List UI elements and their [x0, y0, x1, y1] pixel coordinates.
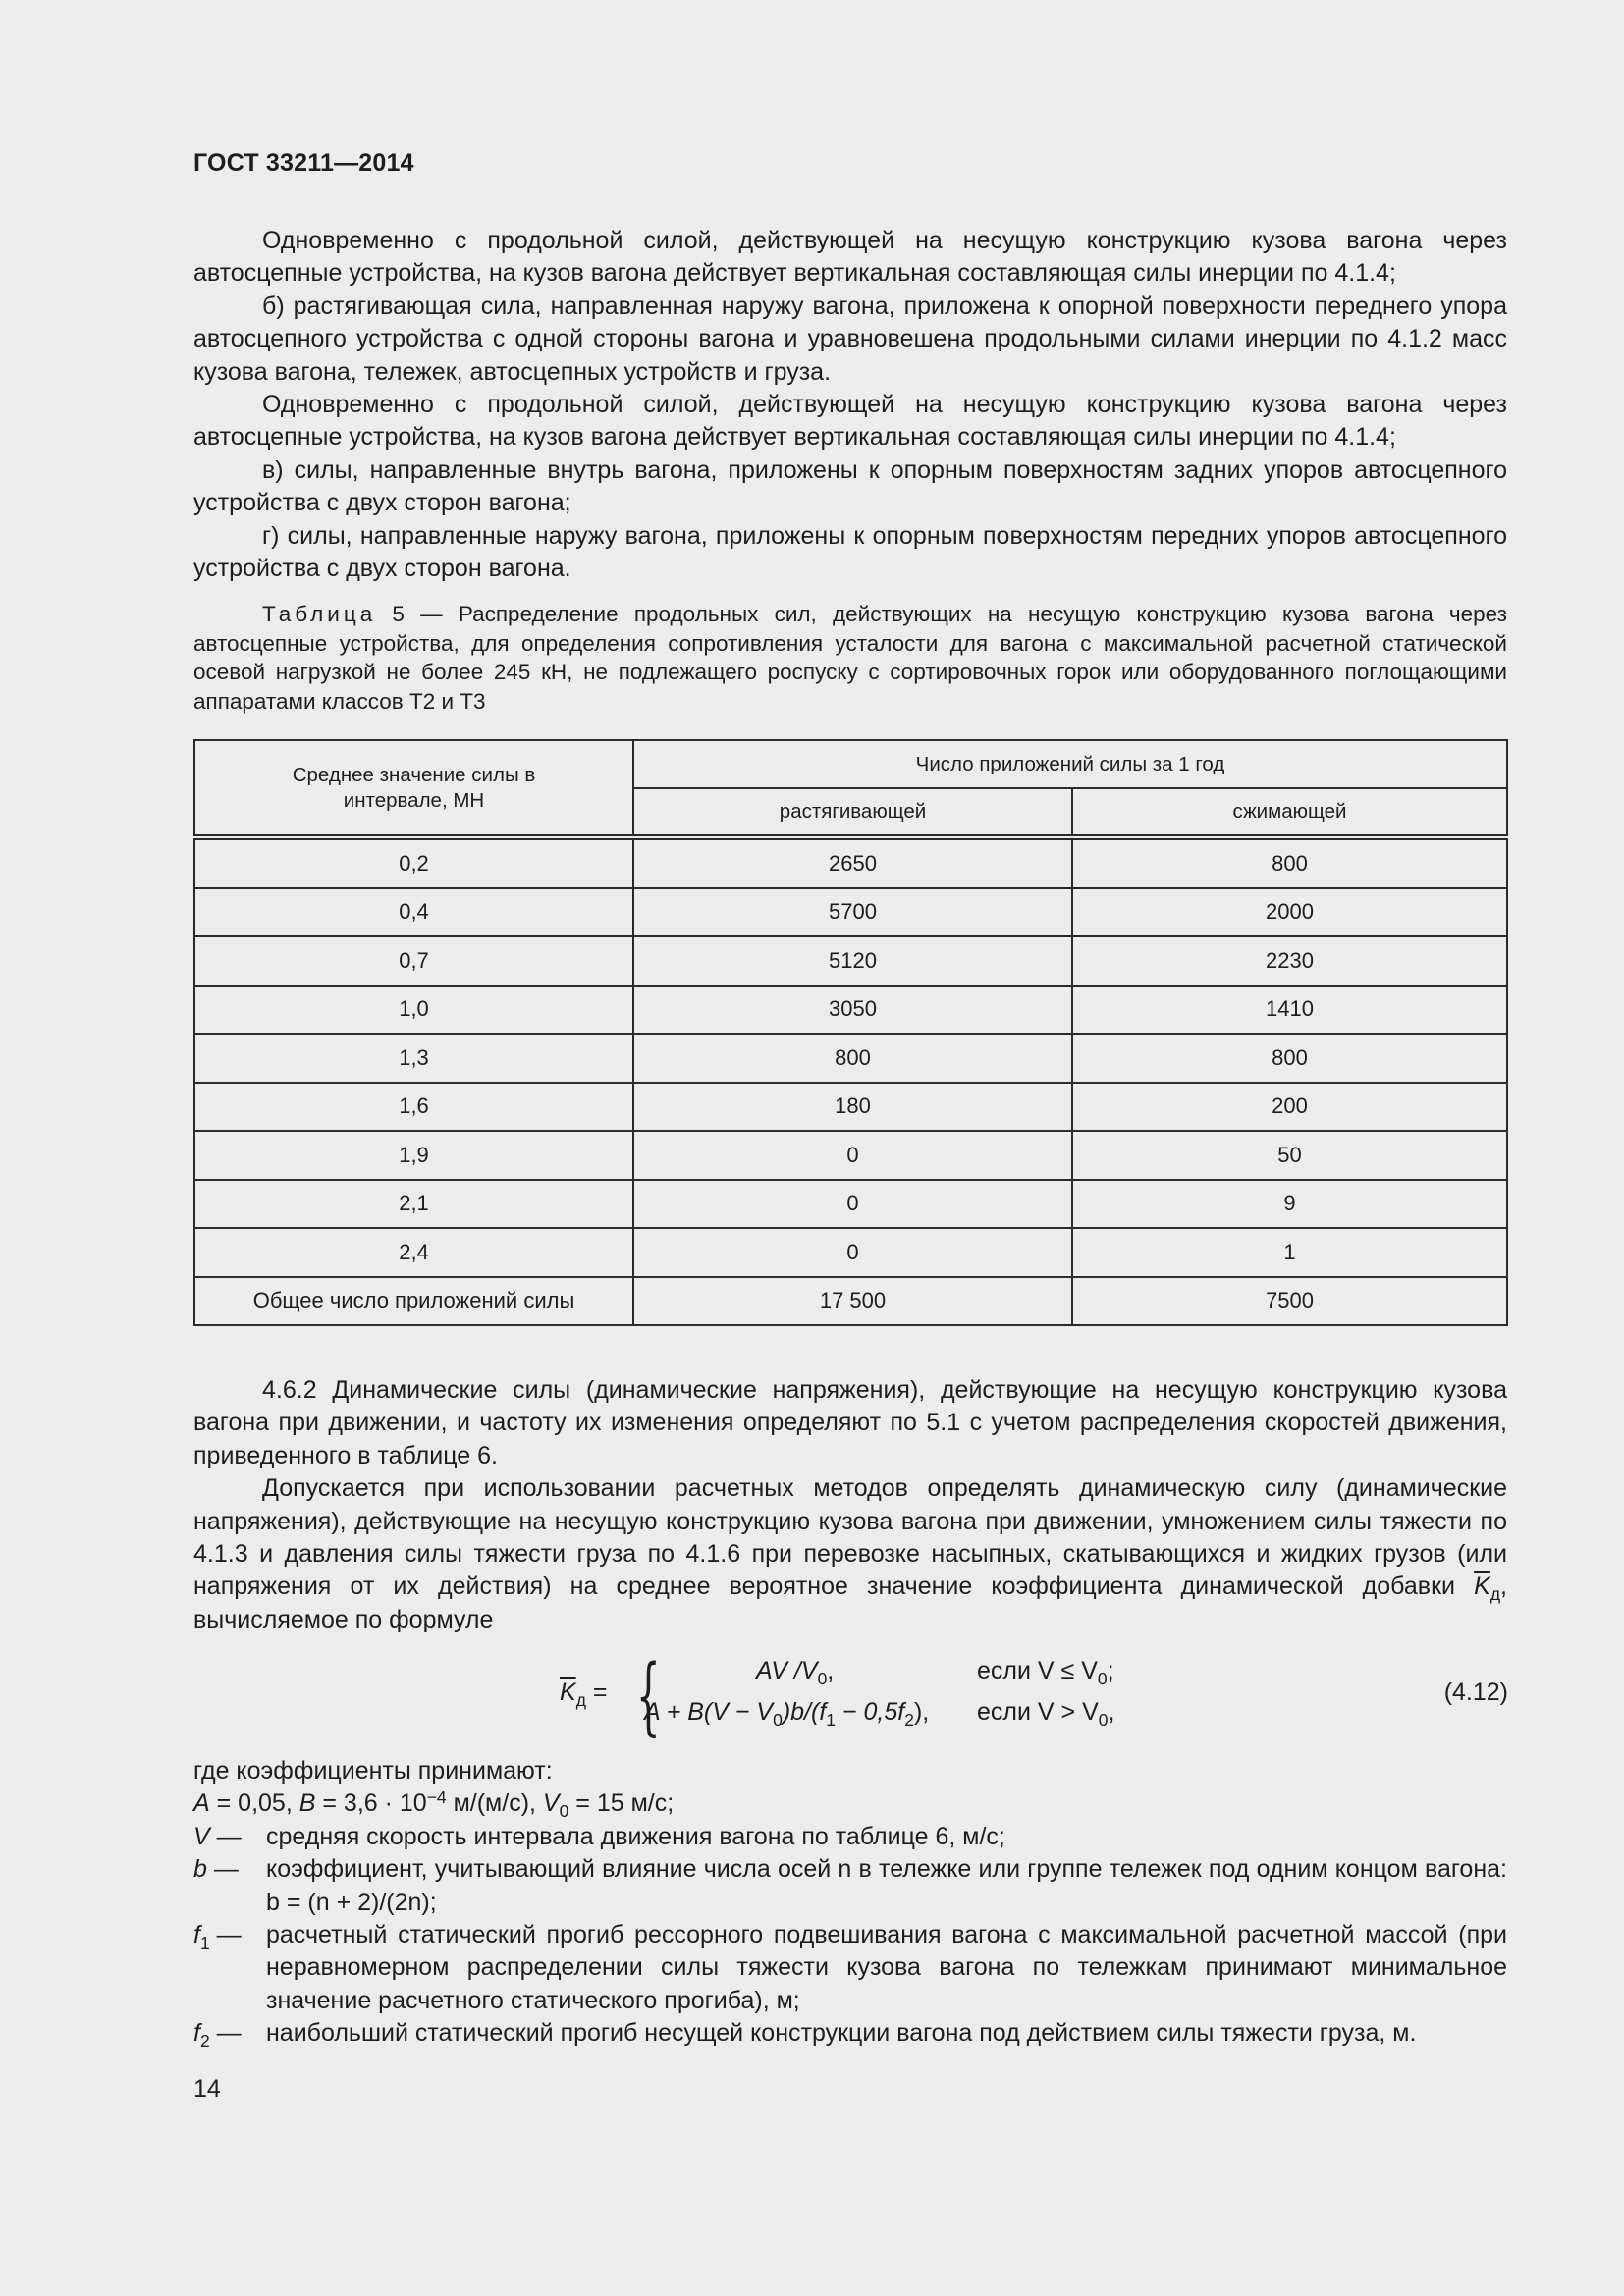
- tensile-count-cell: 5120: [633, 936, 1072, 986]
- tensile-count-cell: 17 500: [633, 1277, 1072, 1326]
- paragraph: Допускается при использовании расчетных методов определять динамическую силу (динамические напряжения), действующие на несущую конструкцию кузова вагона при движении, умножением силы тяжести по 4.1.3 и давления силы тяжести груза по 4.1.6 при перевозке насыпных, скатывающихся и жидких грузов (или напряжения от их действия) на среднее вероятное значение коэффициента динамической добавки $\overline{K}_д$, вычисляемое по формуле: [193, 1474, 1507, 1633]
- definition-text: расчетный статический прогиб рессорного подвешивания вагона с максимальной расчетной массой (при неравномерном распределении силы тяжести кузова вагона по тележкам принимают минимальное значение расчетного статического прогиба), м;: [266, 1921, 1507, 2014]
- force-cell: 2,4: [194, 1228, 633, 1277]
- table-row: [194, 1083, 1507, 1132]
- table-caption: [193, 600, 1507, 716]
- tensile-count-cell: 0: [633, 1180, 1072, 1229]
- column-header-tensile: растягивающей: [633, 788, 1072, 837]
- definition-symbol: $f_1$ —: [193, 1921, 242, 1953]
- table-row: [194, 986, 1507, 1035]
- definition-symbol: b —: [193, 1855, 239, 1884]
- table-row: [194, 936, 1507, 986]
- definition-item: [193, 1821, 1507, 1853]
- formula-case2-condition: если $V > V_0$,: [977, 1698, 1115, 1730]
- definitions-block: [193, 1755, 1507, 2051]
- definition-item: [193, 1853, 1507, 1919]
- force-cell: Общее число приложений силы: [194, 1277, 633, 1326]
- definition-item: [193, 2017, 1507, 2050]
- formula-case2-expression: $A + B(V - V_0)b/(f_1 - 0,5f_2)$,: [644, 1698, 930, 1730]
- bottom-text-block: [193, 1374, 1507, 1636]
- tensile-count-cell: 0: [633, 1131, 1072, 1180]
- compressive-count-cell: 9: [1072, 1180, 1507, 1229]
- force-cell: 0,7: [194, 936, 633, 986]
- definitions-constants: A = 0,05, $B = 3,6 \cdot 10^{-4}$ м/(м/с), $V_0 = 15$ м/с;: [193, 1788, 675, 1822]
- page-number: 14: [193, 2075, 221, 2103]
- paragraph: 4.6.2 Динамические силы (динамические напряжения), действующие на несущую конструкцию кузова вагона при движении, и частоту их изменения определяют по 5.1 с учетом распределения скоростей движения, приведенного в таблице 6.: [193, 1376, 1507, 1469]
- formula-number: (4.12): [1443, 1679, 1508, 1706]
- column-header-force: Среднее значение силы в интервале, МН: [194, 740, 633, 837]
- compressive-count-cell: 1410: [1072, 986, 1507, 1035]
- formula-case1-condition: если $V \le V_0$;: [977, 1657, 1114, 1688]
- top-text-block: [193, 225, 1507, 585]
- column-header-compressive: сжимающей: [1072, 788, 1507, 837]
- definition-text: наибольший статический прогиб несущей конструкции вагона под действием силы тяжести груза, м.: [266, 2019, 1417, 2048]
- table-row: [194, 888, 1507, 937]
- formula-case1-expression: AV $/V_0$,: [756, 1657, 835, 1688]
- compressive-count-cell: 50: [1072, 1131, 1507, 1180]
- compressive-count-cell: 800: [1072, 837, 1507, 888]
- paragraph: Одновременно с продольной силой, действующей на несущую конструкцию кузова вагона через автосцепные устройства, на кузов вагона действует вертикальная составляющая силы инерции по 4.1.4;: [193, 227, 1507, 288]
- table-row: [194, 1277, 1507, 1326]
- tensile-count-cell: 2650: [633, 837, 1072, 888]
- tensile-count-cell: 3050: [633, 986, 1072, 1035]
- force-cell: 0,4: [194, 888, 633, 937]
- tensile-count-cell: 800: [633, 1034, 1072, 1083]
- compressive-count-cell: 7500: [1072, 1277, 1507, 1326]
- table-row: [194, 1228, 1507, 1277]
- compressive-count-cell: 1: [1072, 1228, 1507, 1277]
- paragraph: г) силы, направленные наружу вагона, приложены к опорным поверхностям передних упоров автосцепного устройства с двух сторон вагона.: [193, 521, 1507, 583]
- table-caption-text: — Распределение продольных сил, действующих на несущую конструкцию кузова вагона через автосцепные устройства, для определения сопротивления усталости для вагона с максимальной расчетной статической осевой нагрузкой не более 245 кН, не подлежащего роспуску с сортировочных горок или оборудованного поглощающими аппаратами классов Т2 и Т3: [193, 602, 1507, 714]
- table-caption-number: 5: [376, 602, 405, 626]
- force-cell: 2,1: [194, 1180, 633, 1229]
- tensile-count-cell: 180: [633, 1083, 1072, 1132]
- definition-symbol: V —: [193, 1822, 242, 1850]
- definitions-intro: где коэффициенты принимают:: [193, 1757, 553, 1785]
- definition-text: коэффициент, учитывающий влияние числа осей n в тележке или группе тележек под одним концом вагона: b = (n + 2)/(2n);: [266, 1855, 1507, 1916]
- force-cell: 1,3: [194, 1034, 633, 1083]
- formula-4-12: [560, 1647, 1508, 1745]
- document-header: ГОСТ 33211—2014: [193, 149, 414, 177]
- table-row: [194, 837, 1507, 888]
- compressive-count-cell: 2000: [1072, 888, 1507, 937]
- force-cell: 1,6: [194, 1083, 633, 1132]
- paragraph: б) растягивающая сила, направленная наружу вагона, приложена к опорной поверхности переднего упора автосцепного устройства с одной стороны вагона и уравновешена продольными силами инерции по 4.1.2 масс кузова вагона, тележек, автосцепных устройств и груза.: [193, 292, 1507, 386]
- paragraph: в) силы, направленные внутрь вагона, приложены к опорным поверхностям задних упоров автосцепного устройства с двух сторон вагона;: [193, 455, 1507, 517]
- paragraph: Одновременно с продольной силой, действующей на несущую конструкцию кузова вагона через автосцепные устройства, на кузов вагона действует вертикальная составляющая силы инерции по 4.1.4;: [193, 391, 1507, 452]
- formula-lhs: $\overline{K}_д$ =: [560, 1679, 608, 1710]
- tensile-count-cell: 0: [633, 1228, 1072, 1277]
- definition-symbol: $f_2$ —: [193, 2019, 242, 2052]
- column-group-header: Число приложений силы за 1 год: [633, 740, 1507, 788]
- tensile-count-cell: 5700: [633, 888, 1072, 937]
- table-caption-label: Таблица: [262, 602, 377, 626]
- table-row: [194, 1131, 1507, 1180]
- force-cell: 0,2: [194, 837, 633, 888]
- table-row: [194, 1034, 1507, 1083]
- left-brace-icon: {: [636, 1647, 661, 1745]
- force-distribution-table: [193, 739, 1508, 1326]
- compressive-count-cell: 200: [1072, 1083, 1507, 1132]
- force-cell: 1,0: [194, 986, 633, 1035]
- definition-text: средняя скорость интервала движения вагона по таблице 6, м/с;: [266, 1822, 1005, 1850]
- force-cell: 1,9: [194, 1131, 633, 1180]
- compressive-count-cell: 2230: [1072, 936, 1507, 986]
- definition-item: [193, 1919, 1507, 2017]
- table-row: [194, 1180, 1507, 1229]
- compressive-count-cell: 800: [1072, 1034, 1507, 1083]
